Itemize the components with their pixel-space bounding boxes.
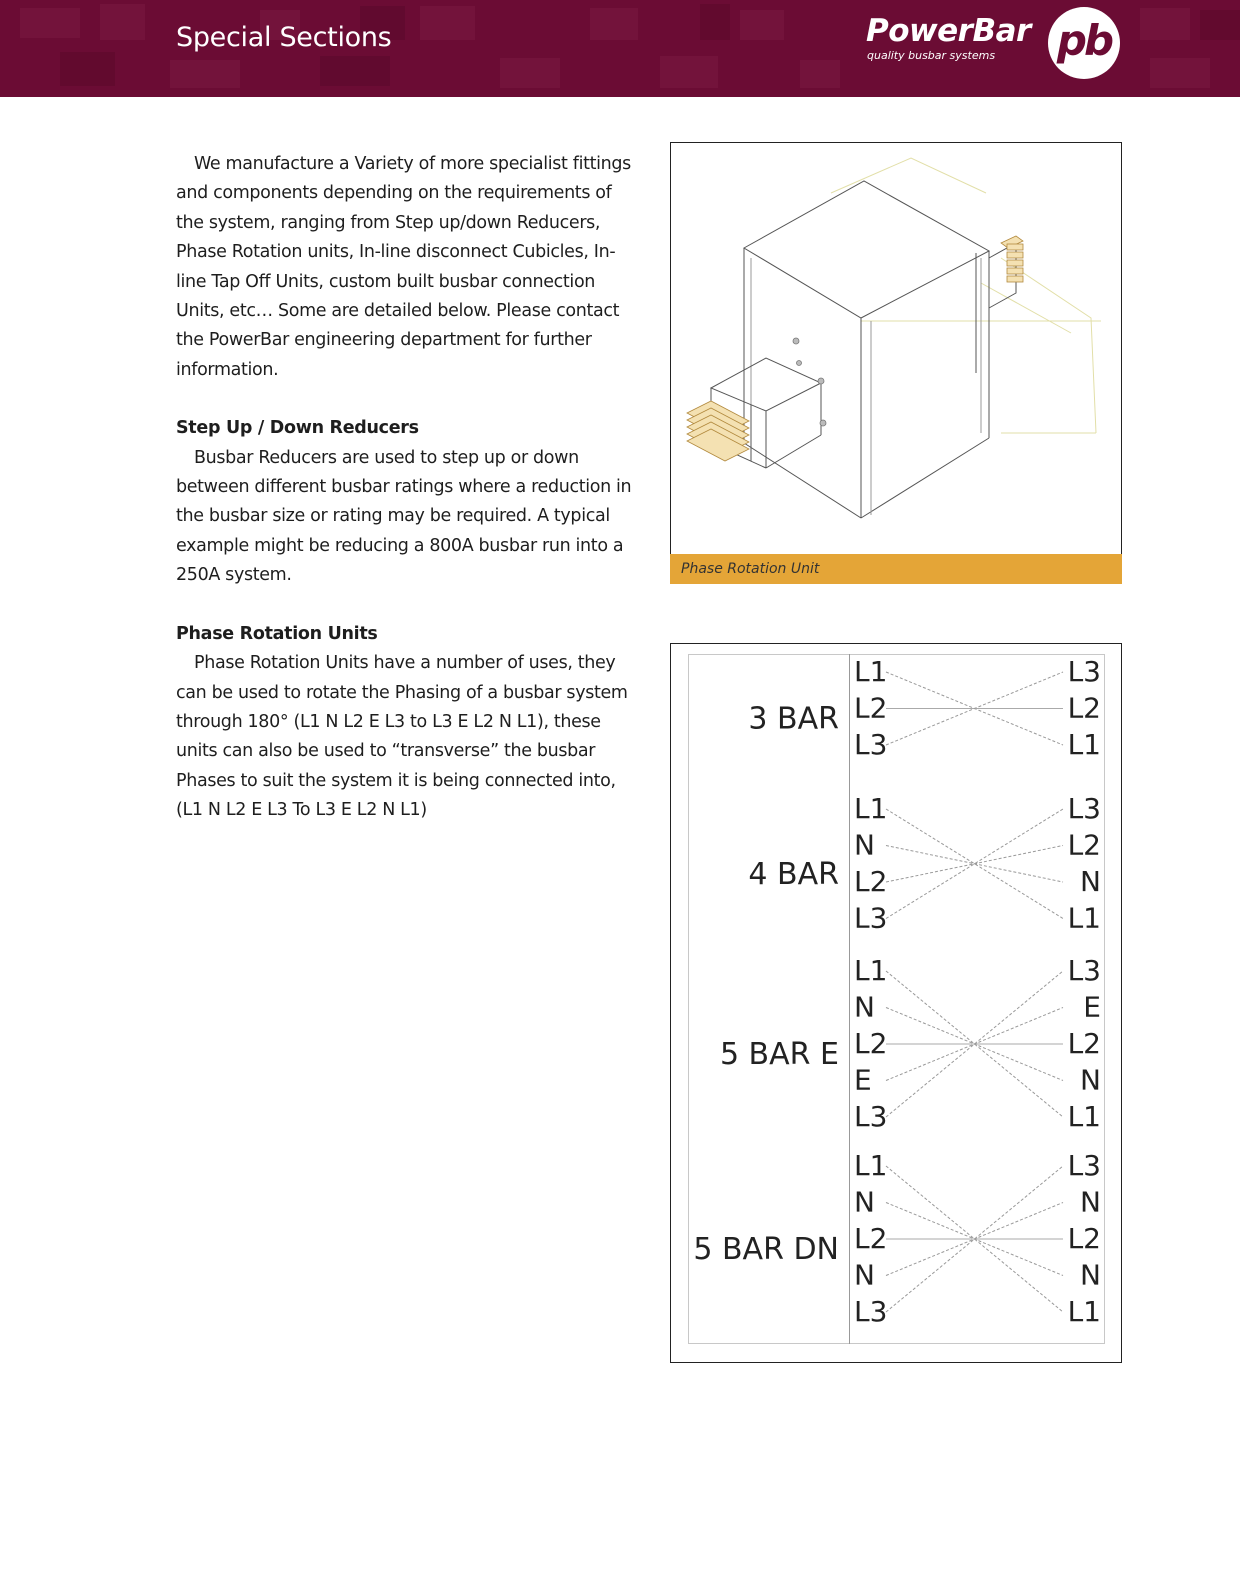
diagram-canvas bbox=[671, 644, 1121, 1362]
diagram-right-terminal: N bbox=[1080, 1063, 1101, 1097]
diagram-left-terminal: L3 bbox=[854, 901, 888, 935]
brand-tagline: quality busbar systems bbox=[867, 49, 996, 62]
diagram-right-terminal: L3 bbox=[1067, 655, 1101, 688]
diagram-group-label: 3 BAR bbox=[748, 701, 839, 737]
diagram-left-terminal: N bbox=[854, 990, 875, 1024]
phase-rotation-unit-figure bbox=[670, 142, 1122, 555]
brand-logo-text: pb bbox=[1056, 15, 1112, 65]
section-text-phase-rotation: Phase Rotation Units have a number of uses, they can be used to rotate the Phasing of a busbar system through 180° (L1 N L2 E L3 to L3 E L2 N L1), these units can also be used to “transverse” the busbar Phases to suit the system it is being connected into, (L1 N L2 E L3 To L3 E L2 N L1) bbox=[176, 653, 628, 821]
section-text-reducers: Busbar Reducers are used to step up or down between different busbar ratings where a reduction in the busbar size or rating may be required. A typical example might be reducing a 800A busbar run into a 250A system. bbox=[176, 447, 632, 586]
diagram-left-terminal: L3 bbox=[854, 728, 888, 761]
diagram-right-terminal: L2 bbox=[1067, 1222, 1101, 1255]
diagram-right-terminal: N bbox=[1080, 1258, 1101, 1292]
brand-logo bbox=[1048, 7, 1120, 79]
diagram-right-terminal: L2 bbox=[1067, 1027, 1101, 1060]
diagram-right-terminal: L1 bbox=[1067, 728, 1101, 761]
figure-caption bbox=[670, 554, 1122, 584]
diagram-right-terminal: L2 bbox=[1067, 828, 1101, 862]
diagram-right-terminal: L1 bbox=[1067, 1100, 1101, 1133]
diagram-right-terminal: L3 bbox=[1067, 1149, 1101, 1182]
diagram-group-label: 4 BAR bbox=[748, 856, 839, 892]
article-body bbox=[176, 150, 636, 826]
diagram-left-terminal: N bbox=[854, 828, 875, 862]
page-header bbox=[0, 0, 1240, 97]
phase-rotation-unit-drawing bbox=[671, 143, 1121, 554]
section-heading-reducers: Step Up / Down Reducers bbox=[176, 418, 419, 439]
diagram-left-terminal: L2 bbox=[854, 1027, 888, 1060]
diagram-left-terminal: L2 bbox=[854, 1222, 888, 1255]
diagram-left-terminal: N bbox=[854, 1185, 875, 1219]
diagram-right-terminal: L3 bbox=[1067, 954, 1101, 987]
diagram-right-terminal: L1 bbox=[1067, 1295, 1101, 1328]
diagram-right-terminal: L1 bbox=[1067, 901, 1101, 935]
diagram-left-terminal: L2 bbox=[854, 691, 888, 725]
diagram-right-terminal: L2 bbox=[1067, 691, 1101, 725]
diagram-right-terminal: E bbox=[1083, 990, 1101, 1024]
diagram-left-terminal: L3 bbox=[854, 1295, 888, 1328]
diagram-right-terminal: N bbox=[1080, 1185, 1101, 1219]
diagram-left-terminal: L1 bbox=[854, 954, 888, 987]
diagram-group-label: 5 BAR E bbox=[719, 1037, 839, 1072]
diagram-left-terminal: E bbox=[854, 1063, 872, 1097]
diagram-left-terminal: L3 bbox=[854, 1100, 888, 1133]
diagram-left-terminal: N bbox=[854, 1258, 875, 1292]
section-heading-phase-rotation: Phase Rotation Units bbox=[176, 623, 378, 644]
phase-rotation-diagram bbox=[670, 643, 1122, 1363]
brand-wordmark bbox=[866, 13, 1031, 62]
figure-caption-text: Phase Rotation Unit bbox=[681, 561, 820, 577]
diagram-left-terminal: L1 bbox=[854, 1149, 888, 1182]
diagram-left-terminal: L1 bbox=[854, 792, 888, 825]
diagram-right-terminal: L3 bbox=[1067, 792, 1101, 825]
intro-paragraph: We manufacture a Variety of more specialist fittings and components depending on the requirements of the system, ranging from Step up/down Reducers, Phase Rotation units, In-line disconnect Cubicles, In-line Tap Off Units, custom built busbar connection Units, etc… Some are detailed below. Please contact the PowerBar engineering department for further information. bbox=[176, 154, 631, 380]
diagram-group-label: 5 BAR DN bbox=[693, 1232, 839, 1267]
section-title: Special Sections bbox=[176, 22, 392, 53]
diagram-right-terminal: N bbox=[1080, 865, 1101, 898]
diagram-left-terminal: L1 bbox=[854, 655, 888, 688]
brand-name: PowerBar bbox=[866, 13, 1031, 49]
diagram-left-terminal: L2 bbox=[854, 865, 888, 898]
